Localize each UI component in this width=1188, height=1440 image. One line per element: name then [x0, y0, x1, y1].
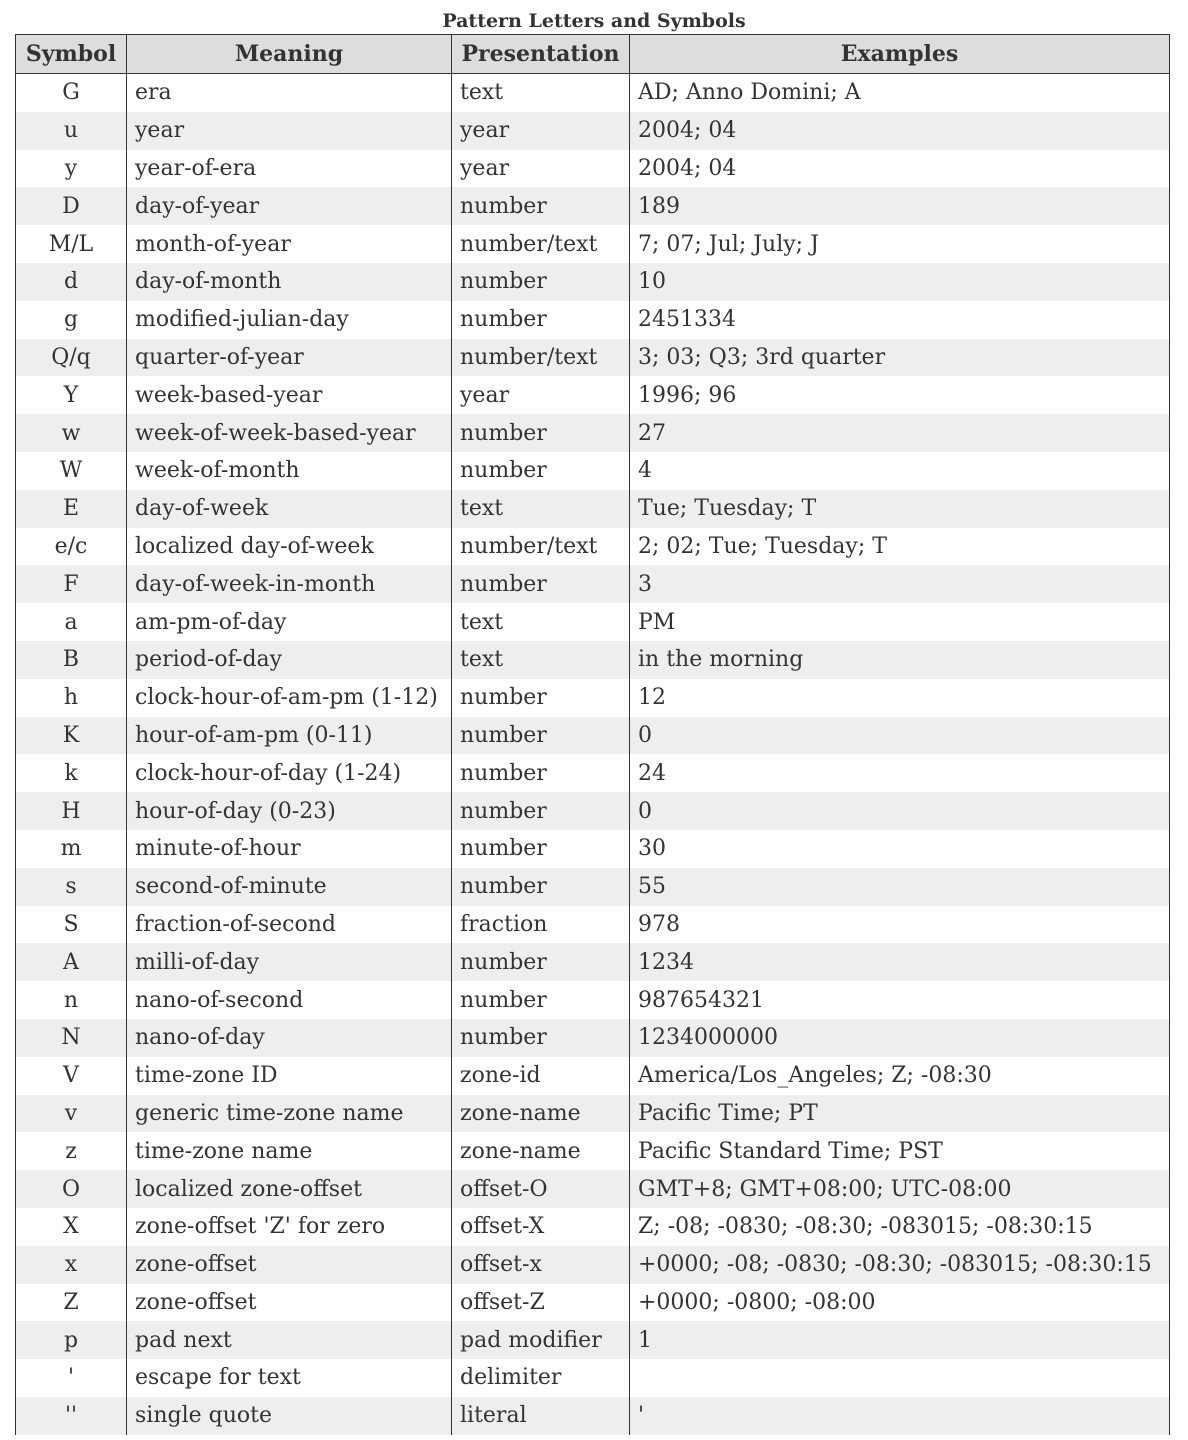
- examples-cell: 1234: [630, 943, 1170, 981]
- table-row: [16, 1057, 1170, 1095]
- presentation-cell: offset-Z: [452, 1284, 630, 1322]
- table-body: [16, 74, 1170, 1435]
- examples-cell: Pacific Standard Time; PST: [630, 1132, 1170, 1170]
- header-symbol: Symbol: [16, 35, 127, 74]
- meaning-cell: clock-hour-of-am-pm (1-12): [127, 679, 452, 717]
- presentation-cell: number/text: [452, 339, 630, 377]
- examples-cell: 3; 03; Q3; 3rd quarter: [630, 339, 1170, 377]
- presentation-cell: number/text: [452, 225, 630, 263]
- symbol-cell: u: [16, 112, 127, 150]
- examples-cell: Tue; Tuesday; T: [630, 490, 1170, 528]
- examples-cell: [630, 1359, 1170, 1397]
- table-row: [16, 452, 1170, 490]
- presentation-cell: number/text: [452, 528, 630, 566]
- table-row: [16, 150, 1170, 188]
- presentation-cell: number: [452, 1019, 630, 1057]
- presentation-cell: number: [452, 943, 630, 981]
- symbol-cell: Y: [16, 376, 127, 414]
- presentation-cell: number: [452, 187, 630, 225]
- table-row: [16, 112, 1170, 150]
- meaning-cell: week-based-year: [127, 376, 452, 414]
- table-row: [16, 1397, 1170, 1435]
- symbol-cell: z: [16, 1132, 127, 1170]
- examples-cell: America/Los_Angeles; Z; -08:30: [630, 1057, 1170, 1095]
- presentation-cell: number: [452, 717, 630, 755]
- symbol-cell: k: [16, 754, 127, 792]
- meaning-cell: pad next: [127, 1321, 452, 1359]
- presentation-cell: zone-id: [452, 1057, 630, 1095]
- symbol-cell: Q/q: [16, 339, 127, 377]
- table-row: [16, 1208, 1170, 1246]
- examples-cell: 189: [630, 187, 1170, 225]
- examples-cell: 12: [630, 679, 1170, 717]
- table-row: [16, 376, 1170, 414]
- meaning-cell: quarter-of-year: [127, 339, 452, 377]
- table-row: [16, 528, 1170, 566]
- presentation-cell: number: [452, 565, 630, 603]
- meaning-cell: localized zone-offset: [127, 1170, 452, 1208]
- meaning-cell: zone-offset: [127, 1284, 452, 1322]
- symbol-cell: S: [16, 906, 127, 944]
- table-row: [16, 717, 1170, 755]
- examples-cell: ': [630, 1397, 1170, 1435]
- meaning-cell: year: [127, 112, 452, 150]
- meaning-cell: modified-julian-day: [127, 301, 452, 339]
- symbol-cell: X: [16, 1208, 127, 1246]
- presentation-cell: year: [452, 112, 630, 150]
- symbol-cell: K: [16, 717, 127, 755]
- symbol-cell: O: [16, 1170, 127, 1208]
- symbol-cell: G: [16, 74, 127, 112]
- meaning-cell: month-of-year: [127, 225, 452, 263]
- meaning-cell: year-of-era: [127, 150, 452, 188]
- table-row: [16, 943, 1170, 981]
- header-presentation: Presentation: [452, 35, 630, 74]
- examples-cell: 2004; 04: [630, 150, 1170, 188]
- meaning-cell: fraction-of-second: [127, 906, 452, 944]
- examples-cell: 3: [630, 565, 1170, 603]
- symbol-cell: W: [16, 452, 127, 490]
- table-row: [16, 1019, 1170, 1057]
- meaning-cell: time-zone name: [127, 1132, 452, 1170]
- examples-cell: 2; 02; Tue; Tuesday; T: [630, 528, 1170, 566]
- meaning-cell: period-of-day: [127, 641, 452, 679]
- examples-cell: 987654321: [630, 981, 1170, 1019]
- presentation-cell: number: [452, 830, 630, 868]
- pattern-letters-table: [15, 34, 1170, 1435]
- presentation-cell: offset-x: [452, 1246, 630, 1284]
- examples-cell: 2004; 04: [630, 112, 1170, 150]
- meaning-cell: era: [127, 74, 452, 112]
- meaning-cell: am-pm-of-day: [127, 603, 452, 641]
- meaning-cell: clock-hour-of-day (1-24): [127, 754, 452, 792]
- presentation-cell: offset-O: [452, 1170, 630, 1208]
- table-row: [16, 792, 1170, 830]
- table-row: [16, 1095, 1170, 1133]
- table-row: [16, 1359, 1170, 1397]
- table-row: [16, 1170, 1170, 1208]
- table-row: [16, 187, 1170, 225]
- meaning-cell: generic time-zone name: [127, 1095, 452, 1133]
- symbol-cell: n: [16, 981, 127, 1019]
- examples-cell: 7; 07; Jul; July; J: [630, 225, 1170, 263]
- presentation-cell: delimiter: [452, 1359, 630, 1397]
- meaning-cell: minute-of-hour: [127, 830, 452, 868]
- presentation-cell: text: [452, 490, 630, 528]
- presentation-cell: fraction: [452, 906, 630, 944]
- meaning-cell: localized day-of-week: [127, 528, 452, 566]
- meaning-cell: day-of-week: [127, 490, 452, 528]
- meaning-cell: hour-of-am-pm (0-11): [127, 717, 452, 755]
- presentation-cell: number: [452, 263, 630, 301]
- examples-cell: 10: [630, 263, 1170, 301]
- symbol-cell: Z: [16, 1284, 127, 1322]
- table-row: [16, 565, 1170, 603]
- symbol-cell: h: [16, 679, 127, 717]
- symbol-cell: s: [16, 868, 127, 906]
- symbol-cell: D: [16, 187, 127, 225]
- symbol-cell: d: [16, 263, 127, 301]
- presentation-cell: zone-name: [452, 1095, 630, 1133]
- table-row: [16, 263, 1170, 301]
- examples-cell: 4: [630, 452, 1170, 490]
- examples-cell: in the morning: [630, 641, 1170, 679]
- table-row: [16, 603, 1170, 641]
- meaning-cell: day-of-week-in-month: [127, 565, 452, 603]
- meaning-cell: nano-of-day: [127, 1019, 452, 1057]
- table-row: [16, 490, 1170, 528]
- meaning-cell: day-of-year: [127, 187, 452, 225]
- table-row: [16, 1284, 1170, 1322]
- symbol-cell: A: [16, 943, 127, 981]
- symbol-cell: v: [16, 1095, 127, 1133]
- table-row: [16, 339, 1170, 377]
- symbol-cell: m: [16, 830, 127, 868]
- table-row: [16, 830, 1170, 868]
- presentation-cell: pad modifier: [452, 1321, 630, 1359]
- presentation-cell: number: [452, 452, 630, 490]
- presentation-cell: literal: [452, 1397, 630, 1435]
- examples-cell: 2451334: [630, 301, 1170, 339]
- meaning-cell: zone-offset: [127, 1246, 452, 1284]
- symbol-cell: w: [16, 414, 127, 452]
- symbol-cell: y: [16, 150, 127, 188]
- table-row: [16, 225, 1170, 263]
- examples-cell: 978: [630, 906, 1170, 944]
- meaning-cell: nano-of-second: [127, 981, 452, 1019]
- symbol-cell: N: [16, 1019, 127, 1057]
- table-row: [16, 679, 1170, 717]
- table-row: [16, 1321, 1170, 1359]
- examples-cell: +0000; -0800; -08:00: [630, 1284, 1170, 1322]
- examples-cell: 24: [630, 754, 1170, 792]
- table-row: [16, 1246, 1170, 1284]
- symbol-cell: M/L: [16, 225, 127, 263]
- meaning-cell: second-of-minute: [127, 868, 452, 906]
- table-row: [16, 906, 1170, 944]
- presentation-cell: year: [452, 376, 630, 414]
- symbol-cell: E: [16, 490, 127, 528]
- symbol-cell: V: [16, 1057, 127, 1095]
- examples-cell: 1: [630, 1321, 1170, 1359]
- presentation-cell: number: [452, 868, 630, 906]
- examples-cell: Z; -08; -0830; -08:30; -083015; -08:30:15: [630, 1208, 1170, 1246]
- examples-cell: 1234000000: [630, 1019, 1170, 1057]
- meaning-cell: time-zone ID: [127, 1057, 452, 1095]
- symbol-cell: H: [16, 792, 127, 830]
- presentation-cell: text: [452, 603, 630, 641]
- presentation-cell: number: [452, 754, 630, 792]
- presentation-cell: number: [452, 301, 630, 339]
- meaning-cell: week-of-month: [127, 452, 452, 490]
- presentation-cell: number: [452, 679, 630, 717]
- presentation-cell: text: [452, 641, 630, 679]
- header-meaning: Meaning: [127, 35, 452, 74]
- examples-cell: AD; Anno Domini; A: [630, 74, 1170, 112]
- table-row: [16, 1132, 1170, 1170]
- meaning-cell: week-of-week-based-year: [127, 414, 452, 452]
- examples-cell: +0000; -08; -0830; -08:30; -083015; -08:30:15: [630, 1246, 1170, 1284]
- presentation-cell: number: [452, 981, 630, 1019]
- examples-cell: 0: [630, 717, 1170, 755]
- presentation-cell: zone-name: [452, 1132, 630, 1170]
- meaning-cell: day-of-month: [127, 263, 452, 301]
- meaning-cell: escape for text: [127, 1359, 452, 1397]
- meaning-cell: single quote: [127, 1397, 452, 1435]
- examples-cell: PM: [630, 603, 1170, 641]
- presentation-cell: year: [452, 150, 630, 188]
- presentation-cell: offset-X: [452, 1208, 630, 1246]
- examples-cell: 27: [630, 414, 1170, 452]
- symbol-cell: e/c: [16, 528, 127, 566]
- presentation-cell: number: [452, 792, 630, 830]
- symbol-cell: p: [16, 1321, 127, 1359]
- table-row: [16, 74, 1170, 112]
- table-caption: Pattern Letters and Symbols: [442, 10, 746, 32]
- examples-cell: 0: [630, 792, 1170, 830]
- symbol-cell: g: [16, 301, 127, 339]
- symbol-cell: F: [16, 565, 127, 603]
- meaning-cell: milli-of-day: [127, 943, 452, 981]
- header-examples: Examples: [630, 35, 1170, 74]
- table-row: [16, 754, 1170, 792]
- presentation-cell: text: [452, 74, 630, 112]
- symbol-cell: a: [16, 603, 127, 641]
- examples-cell: 1996; 96: [630, 376, 1170, 414]
- table-row: [16, 301, 1170, 339]
- symbol-cell: x: [16, 1246, 127, 1284]
- examples-cell: Pacific Time; PT: [630, 1095, 1170, 1133]
- presentation-cell: number: [452, 414, 630, 452]
- examples-cell: 55: [630, 868, 1170, 906]
- symbol-cell: ': [16, 1359, 127, 1397]
- meaning-cell: zone-offset 'Z' for zero: [127, 1208, 452, 1246]
- table-row: [16, 868, 1170, 906]
- table-row: [16, 414, 1170, 452]
- examples-cell: 30: [630, 830, 1170, 868]
- symbol-cell: '': [16, 1397, 127, 1435]
- table-header-row: [16, 35, 1170, 74]
- table-row: [16, 641, 1170, 679]
- table-row: [16, 981, 1170, 1019]
- examples-cell: GMT+8; GMT+08:00; UTC-08:00: [630, 1170, 1170, 1208]
- symbol-cell: B: [16, 641, 127, 679]
- meaning-cell: hour-of-day (0-23): [127, 792, 452, 830]
